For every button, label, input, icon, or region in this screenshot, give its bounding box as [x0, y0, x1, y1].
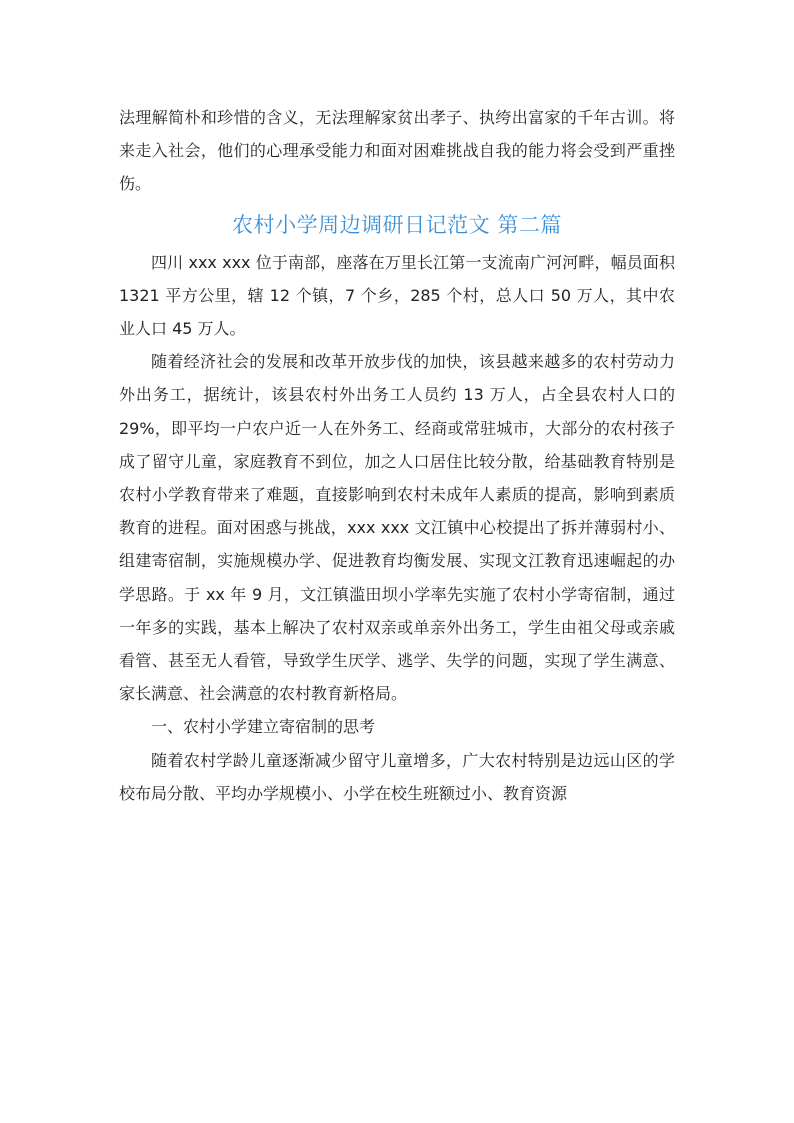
section-title: 农村小学周边调研日记范文 第二篇 [232, 212, 562, 237]
paragraph-thinking: 随着农村学龄儿童逐渐减少留守儿童增多，广大农村特别是边远山区的学校布局分散、平均办学规模小、小学在校生班额过小、教育资源 [119, 750, 675, 803]
paragraph-continuation: 法理解简朴和珍惜的含义，无法理解家贫出孝子、执绔出富家的千年古训。将来走入社会，他们的心理承受能力和面对困难挑战自我的能力将会受到严重挫伤。 [119, 108, 675, 194]
document-page [119, 101, 675, 810]
section-heading: 一、农村小学建立寄宿制的思考 [151, 717, 376, 737]
paragraph-background: 随着经济社会的发展和改革开放步伐的加快，该县越来越多的农村劳动力外出务工，据统计，该县农村外出务工人员约 13 万人，占全县农村人口的 29%，即平均一户农户近一人在外务工、经商或常驻城市，大部分的农村孩子成了留守儿童，家庭教育不到位，加之人口居住比较分散，给基础教育特别是农村小学教育带来了难题，直接影响到农村未成年人素质的提高，影响到素质教育的进程。面对困惑与挑战，xxx xxx 文江镇中心校提出了拆并薄弱村小、组建寄宿制，实施规模办学、促进教育均衡发展、实现文江教育迅速崛起的办学思路。于 xx 年 9 月，文江镇滥田坝小学率先实施了农村小学寄宿制，通过一年多的实践，基本上解决了农村双亲或单亲外出务工，学生由祖父母或亲戚看管、甚至无人看管，导致学生厌学、逃学、失学的问题，实现了学生满意、家长满意、社会满意的农村教育新格局。 [119, 352, 675, 704]
paragraph-intro: 四川 xxx xxx 位于南部，座落在万里长江第一支流南广河河畔，幅员面积 1321 平方公里，辖 12 个镇，7 个乡，285 个村，总人口 50 万人，其中农业人口 45 万人。 [119, 252, 675, 339]
